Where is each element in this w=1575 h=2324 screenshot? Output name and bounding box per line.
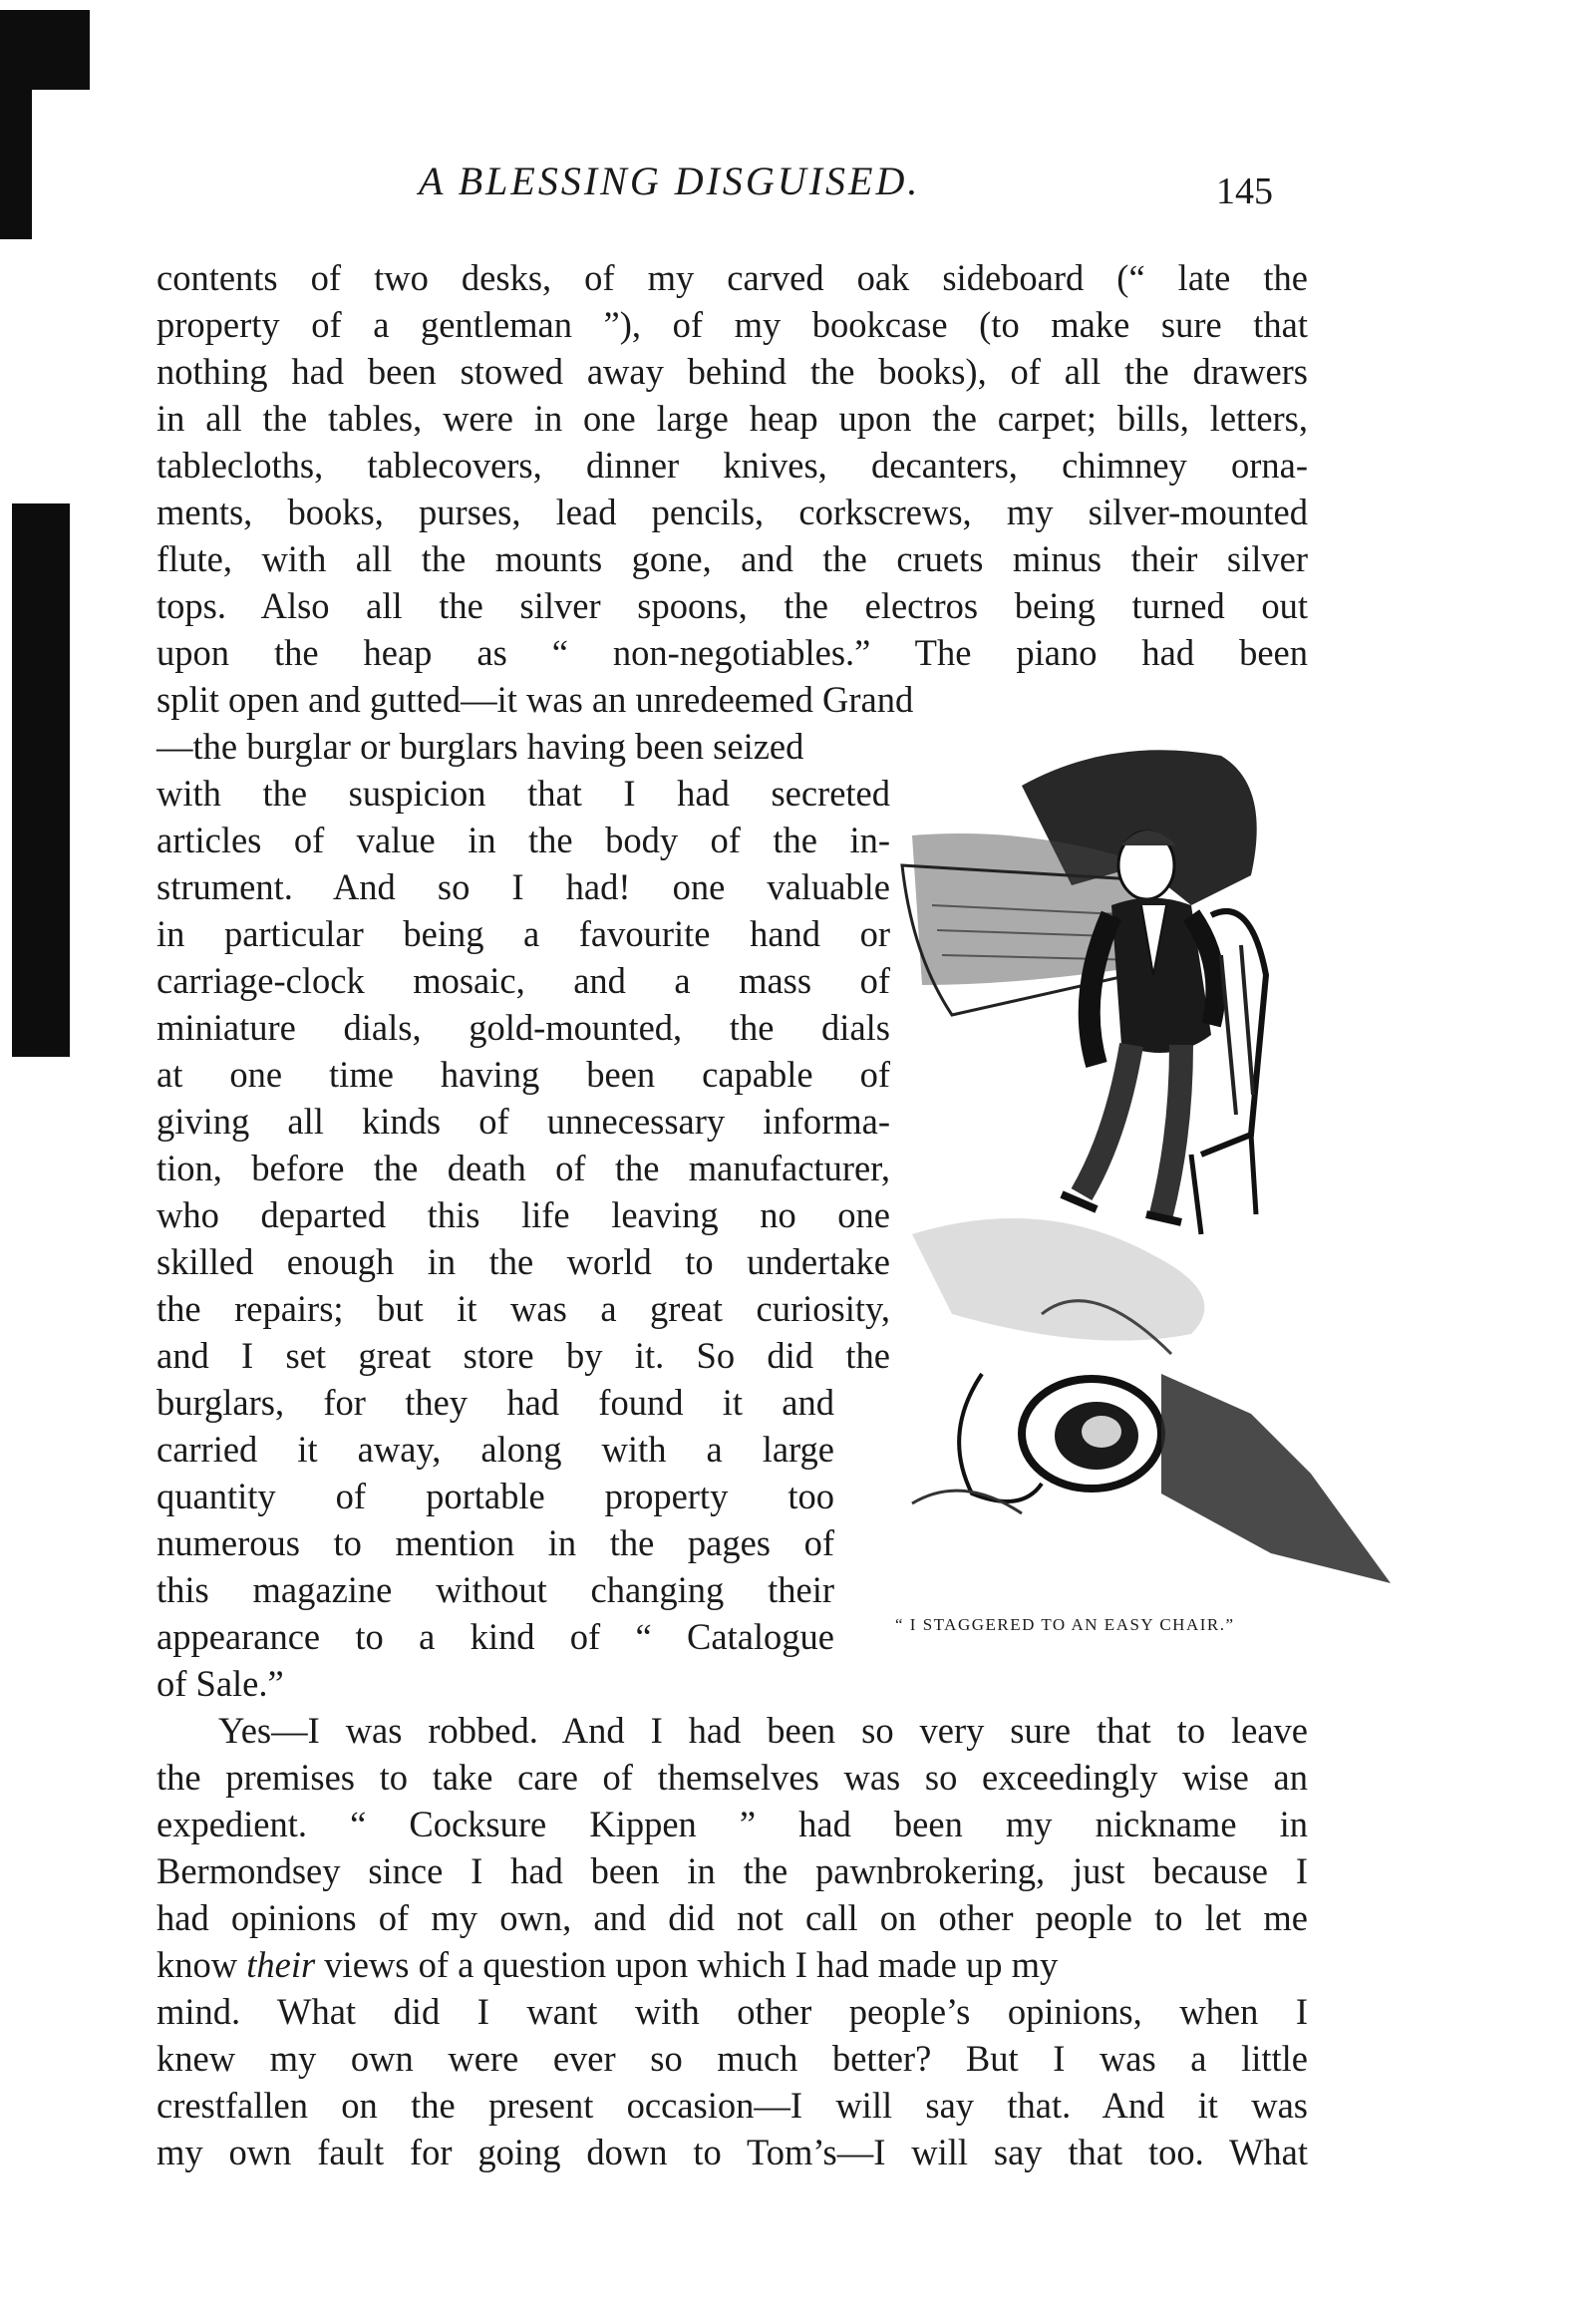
text-line: —the burglar or burglars having been seized — [157, 726, 804, 767]
text-line: carried it away, along with a large — [157, 1429, 834, 1470]
text-line: upon the heap as “ non-negotiables.” The piano had been — [157, 632, 1308, 673]
text-line: of Sale.” — [157, 1663, 284, 1704]
text-line: tablecloths, tablecovers, dinner knives, decanters, chimney orna- — [157, 445, 1308, 486]
text-line: at one time having been capable of — [157, 1054, 890, 1095]
text-line: carriage-clock mosaic, and a mass of — [157, 960, 890, 1001]
text-line: split open and gutted—it was an unredeemed Grand — [157, 679, 914, 720]
text-line: mind. What did I want with other people’s opinions, when I — [157, 1991, 1308, 2032]
text-line: expedient. “ Cocksure Kippen ” had been my nickname in — [157, 1804, 1308, 1844]
scan-margin-mark — [20, 10, 90, 90]
text-line: tops. Also all the silver spoons, the electros being turned out — [157, 585, 1308, 626]
text-line: tion, before the death of the manufacturer, — [157, 1148, 890, 1188]
text-line: quantity of portable property too — [157, 1476, 834, 1516]
text-line: ments, books, purses, lead pencils, corkscrews, my silver-mounted — [157, 492, 1308, 532]
italic-word: their — [246, 1944, 316, 1985]
text-line: miniature dials, gold-mounted, the dials — [157, 1007, 890, 1048]
text-line: appearance to a kind of “ Catalogue — [157, 1616, 834, 1657]
figure-caption: “ I STAGGERED TO AN EASY CHAIR.” — [895, 1615, 1235, 1634]
running-head: A BLESSING DISGUISED. — [419, 159, 921, 203]
scan-margin-mark — [12, 503, 70, 1057]
text-line: the premises to take care of themselves was so exceedingly wise an — [157, 1757, 1308, 1798]
text-line: my own fault for going down to Tom’s—I will say that too. What — [157, 2132, 1308, 2172]
text-fragment: know — [157, 1944, 238, 1985]
text-line: this magazine without changing their — [157, 1569, 834, 1610]
text-line: strument. And so I had! one valuable — [157, 866, 890, 907]
illustration-man-in-chair — [892, 716, 1411, 1603]
text-line: who departed this life leaving no one — [157, 1194, 890, 1235]
text-line: knew my own were ever so much better? But I was a little — [157, 2038, 1308, 2079]
text-line: nothing had been stowed away behind the books), of all the drawers — [157, 351, 1308, 392]
text-line: contents of two desks, of my carved oak sideboard (“ late the — [157, 257, 1308, 298]
text-line: flute, with all the mounts gone, and the cruets minus their silver — [157, 538, 1308, 579]
text-line: in particular being a favourite hand or — [157, 913, 890, 954]
text-fragment: views of a question upon which I had made up my — [324, 1944, 1059, 1985]
text-line: burglars, for they had found it and — [157, 1382, 834, 1423]
text-line: giving all kinds of unnecessary informa- — [157, 1101, 890, 1142]
text-line: crestfallen on the present occasion—I will say that. And it was — [157, 2085, 1308, 2126]
text-line: the repairs; but it was a great curiosity, — [157, 1288, 890, 1329]
text-line: and I set great store by it. So did the — [157, 1335, 890, 1376]
text-line: articles of value in the body of the in- — [157, 820, 890, 860]
text-line: in all the tables, were in one large heap upon the carpet; bills, letters, — [157, 398, 1308, 439]
text-line: Bermondsey since I had been in the pawnbrokering, just because I — [157, 1850, 1308, 1891]
text-line: with the suspicion that I had secreted — [157, 773, 890, 814]
paragraph-start-line: Yes—I was robbed. And I had been so very sure that to leave — [218, 1710, 1308, 1751]
page-number: 145 — [1216, 170, 1273, 212]
text-line: skilled enough in the world to undertake — [157, 1241, 890, 1282]
text-line: had opinions of my own, and did not call on other people to let me — [157, 1897, 1308, 1938]
text-line — [157, 1941, 1308, 1988]
text-line: property of a gentleman ”), of my bookcase (to make sure that — [157, 304, 1308, 345]
text-line: numerous to mention in the pages of — [157, 1522, 834, 1563]
